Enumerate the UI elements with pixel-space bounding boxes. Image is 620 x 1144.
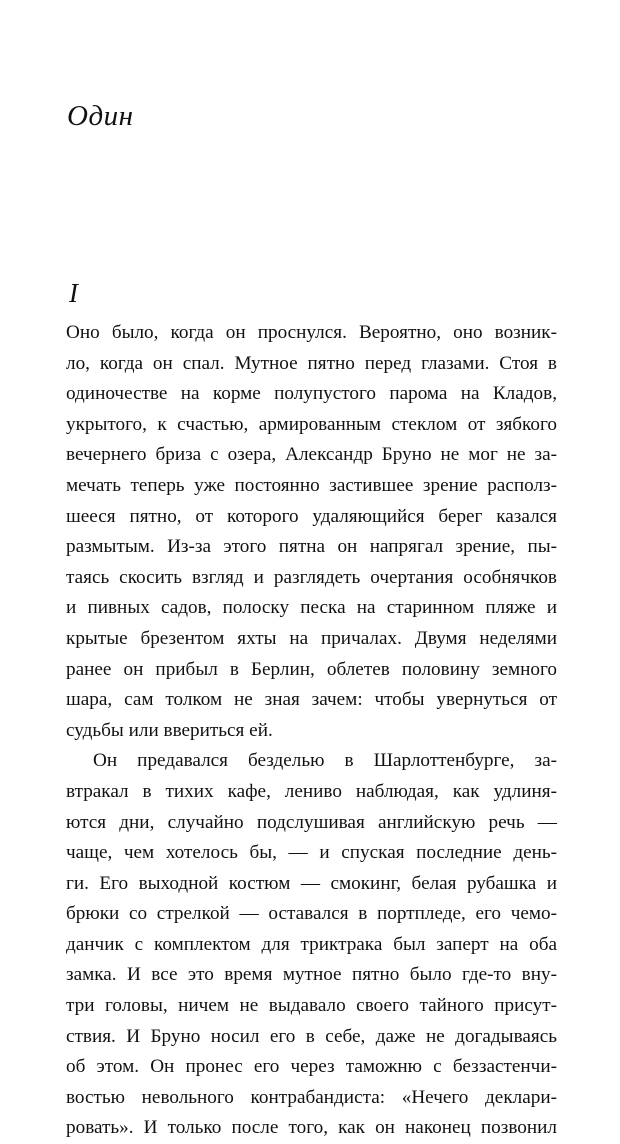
text-line: ло, когда он спал. Мутное пятно перед глазами. Стоя в: [66, 352, 557, 374]
chapter-number: I: [69, 278, 78, 308]
text-line: данчик с комплектом для триктрака был заперт на оба: [66, 933, 557, 955]
text-line: укрытого, к счастью, армированным стеклом от зябкого: [66, 413, 557, 435]
part-title: Один: [67, 100, 134, 132]
text-line: одиночестве на корме полупустого парома на Кладов,: [66, 383, 557, 405]
text-line: об этом. Он пронес его через таможню с беззастенчи-: [66, 1056, 557, 1078]
text-line: крытые брезентом яхты на причалах. Двумя неделями: [66, 627, 557, 649]
body-text: [66, 318, 557, 1144]
text-line: судьбы или ввериться ей.: [66, 719, 273, 741]
text-line: и пивных садов, полоску песка на старинном пляже и: [66, 597, 557, 619]
text-line: шееся пятно, от которого удаляющийся берег казался: [66, 505, 557, 527]
text-line: ранее он прибыл в Берлин, облетев половину земного: [66, 658, 557, 680]
text-line: Он предавался безделью в Шарлоттенбурге, за-: [93, 750, 557, 772]
text-line: ровать». И только после того, как он наконец позвонил: [66, 1117, 557, 1139]
text-line: ги. Его выходной костюм — смокинг, белая рубашка и: [66, 872, 557, 894]
paragraph: [66, 318, 557, 746]
text-line: втракал в тихих кафе, лениво наблюдая, как удлиня-: [66, 780, 557, 802]
text-line: три головы, ничем не выдавало своего тайного присут-: [66, 995, 557, 1017]
text-line: ствия. И Бруно носил его в себе, даже не догадываясь: [66, 1025, 557, 1047]
text-line: ются дни, случайно подслушивая английскую речь —: [66, 811, 557, 833]
text-line: Оно было, когда он проснулся. Вероятно, оно возник-: [66, 322, 557, 343]
paragraph: [66, 746, 557, 1144]
text-line: чаще, чем хотелось бы, — и спуская последние день-: [66, 842, 557, 864]
text-line: мечать теперь уже постоянно застившее зрение располз-: [66, 474, 557, 496]
text-line: замка. И все это время мутное пятно было где-то вну-: [66, 964, 557, 986]
text-line: таясь скосить взгляд и разглядеть очертания особнячков: [66, 566, 557, 588]
text-line: размытым. Из-за этого пятна он напрягал зрение, пы-: [66, 536, 557, 558]
text-line: востью невольного контрабандиста: «Нечего деклари-: [66, 1086, 557, 1108]
text-line: шара, сам толком не зная зачем: чтобы увернуться от: [66, 689, 557, 711]
text-line: брюки со стрелкой — оставался в портпледе, его чемо-: [66, 903, 557, 925]
text-line: вечернего бриза с озера, Александр Бруно не мог не за-: [66, 444, 557, 466]
